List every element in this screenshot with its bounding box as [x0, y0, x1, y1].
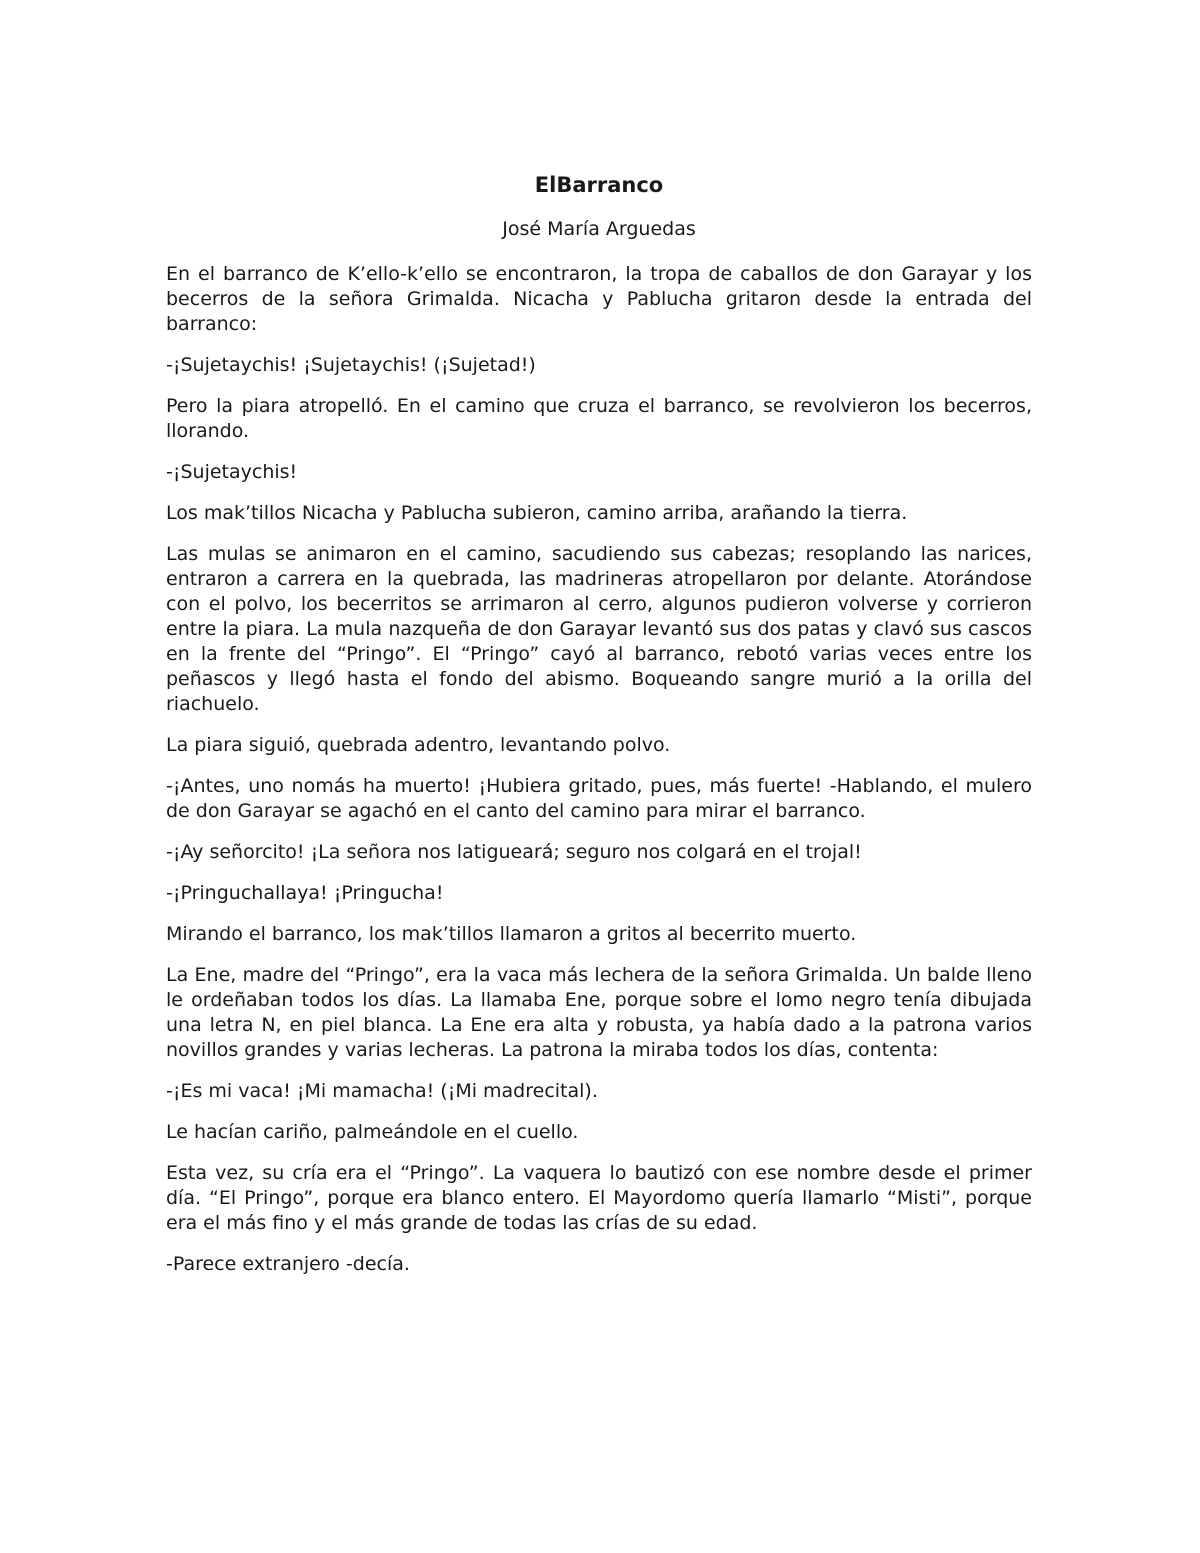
- paragraph: Las mulas se animaron en el camino, sacudiendo sus cabezas; resoplando las narices, entraron a carrera en la quebrada, las madrineras atropellaron por delante. Atorándose con el polvo, los becerritos se arrimaron al cerro, algunos pudieron volverse y corrieron entre la piara. La mula nazqueña de don Garayar levantó sus dos patas y clavó sus cascos en la frente del “Pringo”. El “Pringo” cayó al barranco, rebotó varias veces entre los peñascos y llegó hasta el fondo del abismo. Boqueando sangre murió a la orilla del riachuelo.: [166, 543, 1032, 715]
- paragraph: -¡Sujetaychis! ¡Sujetaychis! (¡Sujetad!): [166, 354, 536, 376]
- paragraph: En el barranco de K’ello-k’ello se encontraron, la tropa de caballos de don Garayar y los becerros de la señora Grimalda. Nicacha y Pablucha gritaron desde la entrada del barranco:: [166, 263, 1032, 335]
- paragraph: -¡Ay señorcito! ¡La señora nos latigueará; seguro nos colgará en el trojal!: [166, 841, 862, 863]
- paragraph: -¡Pringuchallaya! ¡Pringucha!: [166, 882, 444, 904]
- paragraph: Mirando el barranco, los mak’tillos llamaron a gritos al becerrito muerto.: [166, 923, 857, 945]
- paragraph: Pero la piara atropelló. En el camino que cruza el barranco, se revolvieron los becerros, llorando.: [166, 395, 1032, 442]
- document-author: José María Arguedas: [502, 218, 696, 240]
- paragraph: -¡Antes, uno nomás ha muerto! ¡Hubiera gritado, pues, más fuerte! -Hablando, el mulero de don Garayar se agachó en el canto del camino para mirar el barranco.: [166, 775, 1032, 822]
- paragraph: Le hacían cariño, palmeándole en el cuello.: [166, 1121, 579, 1143]
- paragraph: Esta vez, su cría era el “Pringo”. La vaquera lo bautizó con ese nombre desde el primer día. “El Pringo”, porque era blanco entero. El Mayordomo quería llamarlo “Misti”, porque era el más fino y el más grande de todas las crías de su edad.: [166, 1162, 1032, 1234]
- paragraph: Los mak’tillos Nicacha y Pablucha subieron, camino arriba, arañando la tierra.: [166, 502, 908, 524]
- paragraph: La piara siguió, quebrada adentro, levantando polvo.: [166, 734, 671, 756]
- paragraph: -¡Es mi vaca! ¡Mi mamacha! (¡Mi madrecital).: [166, 1080, 598, 1102]
- document-body: [166, 262, 1032, 1277]
- document-title: ElBarranco: [534, 173, 664, 197]
- paragraph: La Ene, madre del “Pringo”, era la vaca más lechera de la señora Grimalda. Un balde lleno le ordeñaban todos los días. La llamaba Ene, porque sobre el lomo negro tenía dibujada una letra N, en piel blanca. La Ene era alta y robusta, ya había dado a la patrona varios novillos grandes y varias lecheras. La patrona la miraba todos los días, contenta:: [166, 964, 1032, 1061]
- document-page: [166, 170, 1032, 1293]
- paragraph: -¡Sujetaychis!: [166, 461, 298, 483]
- paragraph: -Parece extranjero -decía.: [166, 1253, 410, 1275]
